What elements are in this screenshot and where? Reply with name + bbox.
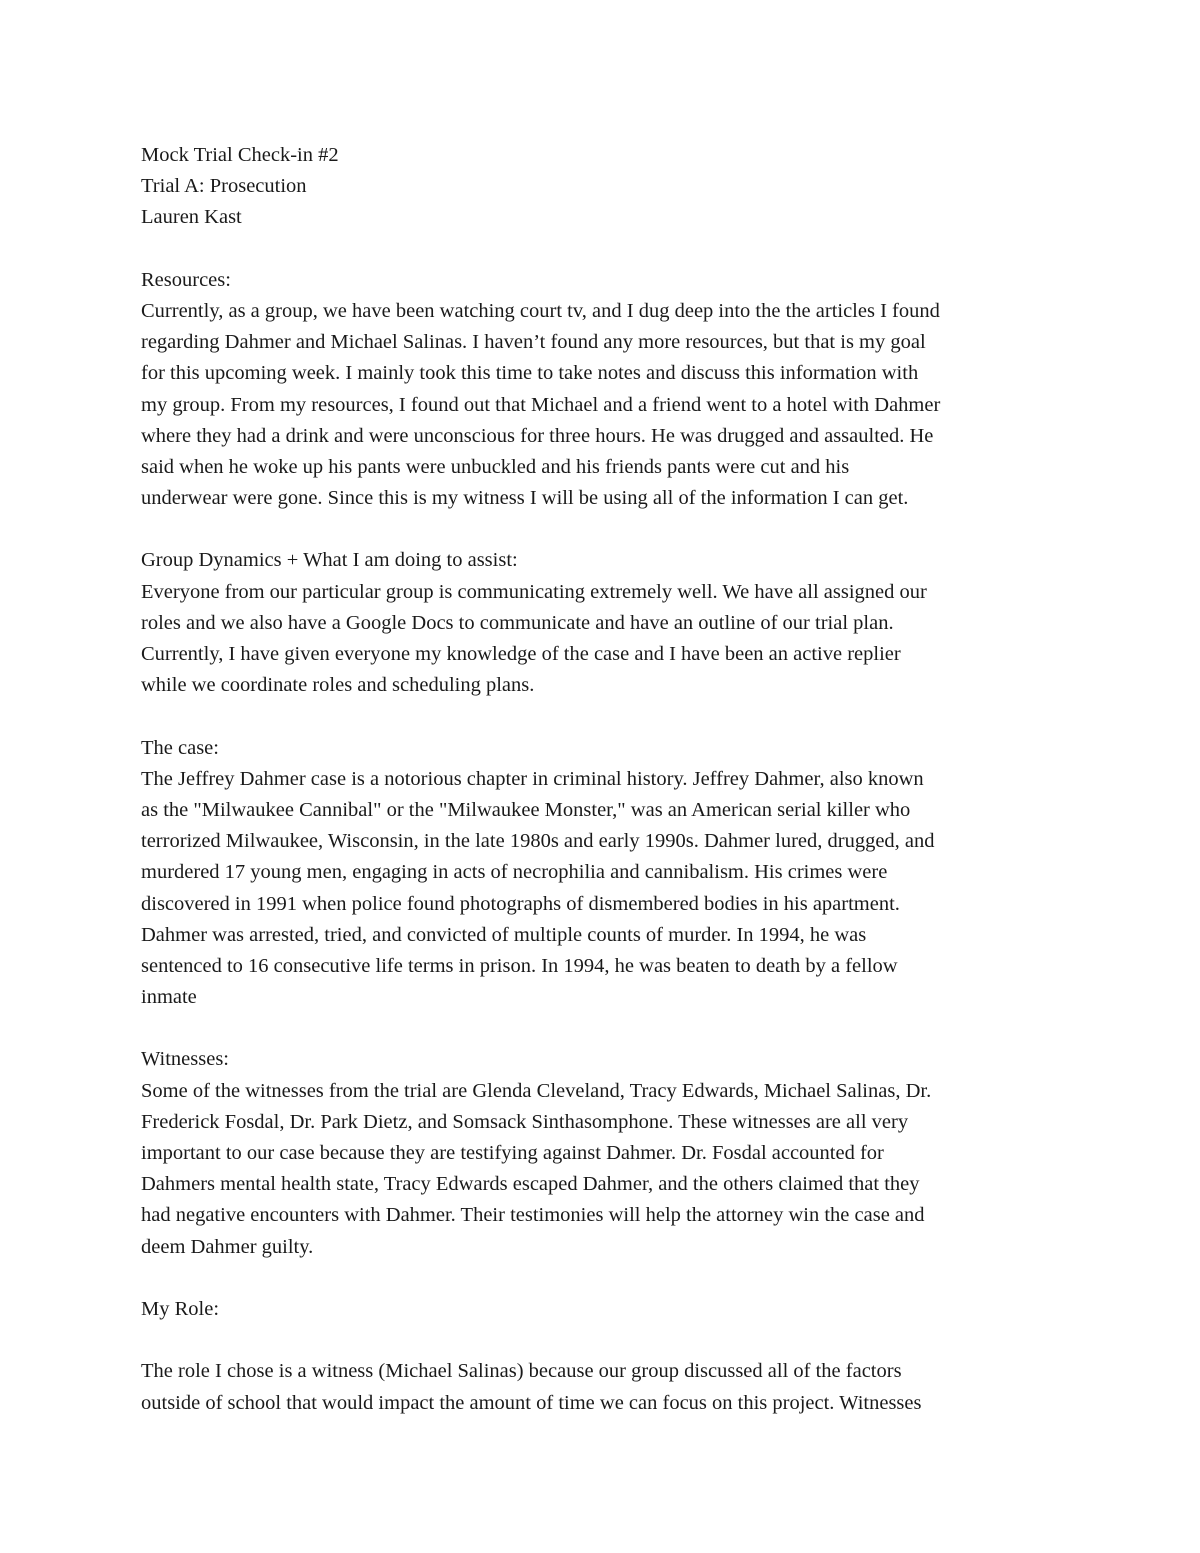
spacer [141, 1013, 1071, 1044]
resources-heading: Resources: [141, 268, 231, 291]
my-role-heading: My Role: [141, 1297, 220, 1320]
resources-line: where they had a drink and were unconscious for three hours. He was drugged and assaulted. He [141, 424, 934, 447]
witnesses-heading: Witnesses: [141, 1048, 229, 1071]
trial-label: Trial A: Prosecution [141, 175, 307, 198]
witnesses-line: deem Dahmer guilty. [141, 1235, 314, 1258]
case-line: The Jeffrey Dahmer case is a notorious chapter in criminal history. Jeffrey Dahmer, also known [141, 767, 924, 790]
case-line: Dahmer was arrested, tried, and convicted of multiple counts of murder. In 1994, he was [141, 923, 867, 946]
case-line: terrorized Milwaukee, Wisconsin, in the late 1980s and early 1990s. Dahmer lured, drugged, and [141, 830, 935, 853]
spacer [141, 1263, 1071, 1294]
resources-line: underwear were gone. Since this is my witness I will be using all of the information I can get. [141, 487, 909, 510]
case-line: sentenced to 16 consecutive life terms in prison. In 1994, he was beaten to death by a fellow [141, 954, 898, 977]
case-line: murdered 17 young men, engaging in acts of necrophilia and cannibalism. His crimes were [141, 861, 888, 884]
case-line: discovered in 1991 when police found photographs of dismembered bodies in his apartment. [141, 892, 900, 915]
witnesses-line: Frederick Fosdal, Dr. Park Dietz, and Somsack Sinthasomphone. These witnesses are all very [141, 1110, 909, 1133]
resources-line: regarding Dahmer and Michael Salinas. I haven’t found any more resources, but that is my goal [141, 331, 926, 354]
group-dynamics-line: Everyone from our particular group is communicating extremely well. We have all assigned our [141, 580, 927, 603]
group-dynamics-line: Currently, I have given everyone my knowledge of the case and I have been an active replier [141, 643, 901, 665]
my-role-line: The role I chose is a witness (Michael Salinas) because our group discussed all of the factors [141, 1360, 902, 1383]
witnesses-line: Dahmers mental health state, Tracy Edwards escaped Dahmer, and the others claimed that they [141, 1173, 920, 1196]
my-role-line: outside of school that would impact the amount of time we can focus on this project. Witnesses [141, 1391, 922, 1414]
author-name: Lauren Kast [141, 206, 242, 229]
resources-line: said when he woke up his pants were unbuckled and his friends pants were cut and his [141, 455, 850, 478]
spacer [141, 701, 1071, 732]
spacer [141, 1325, 1071, 1356]
spacer [141, 514, 1071, 545]
resources-line: for this upcoming week. I mainly took this time to take notes and discuss this information with [141, 362, 919, 385]
group-dynamics-line: while we coordinate roles and scheduling plans. [141, 674, 535, 697]
witnesses-line: had negative encounters with Dahmer. Their testimonies will help the attorney win the case and [141, 1204, 925, 1227]
group-dynamics-line: roles and we also have a Google Docs to communicate and have an outline of our trial plan. [141, 611, 894, 634]
case-heading: The case: [141, 736, 219, 759]
spacer [141, 234, 1071, 265]
document-body [141, 140, 1071, 1419]
group-dynamics-heading: Group Dynamics + What I am doing to assist: [141, 549, 518, 572]
witnesses-line: Some of the witnesses from the trial are Glenda Cleveland, Tracy Edwards, Michael Salinas, Dr. [141, 1079, 932, 1102]
document-title: Mock Trial Check-in #2 [141, 144, 339, 166]
resources-line: my group. From my resources, I found out that Michael and a friend went to a hotel with Dahmer [141, 393, 941, 416]
resources-line: Currently, as a group, we have been watching court tv, and I dug deep into the the articles I found [141, 299, 940, 322]
case-line: as the "Milwaukee Cannibal" or the "Milwaukee Monster," was an American serial killer who [141, 798, 911, 821]
case-line: inmate [141, 986, 197, 1009]
witnesses-line: important to our case because they are testifying against Dahmer. Dr. Fosdal accounted for [141, 1142, 884, 1164]
